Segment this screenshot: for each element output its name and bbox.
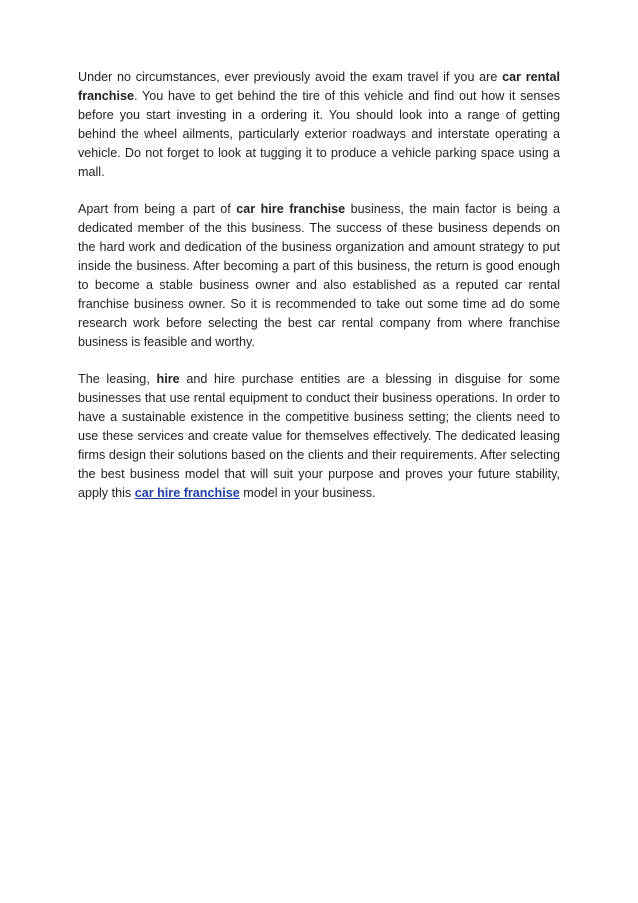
paragraph-1-text-cont: . You have to get behind the tire of this vehicle and find out how it senses before you start investing in a ordering it. You should look into a range of getting behind the wheel ailments, particularly exterior roadways and interstate operating a vehicle. Do not forget to look at tugging it to produce a vehicle parking space using a mall. — [78, 89, 560, 179]
paragraph-2-text: Apart from being a part of — [78, 202, 237, 216]
paragraph-3-text-end: model in your business. — [239, 486, 376, 500]
document-page — [78, 68, 560, 521]
paragraph-2 — [78, 200, 560, 352]
paragraph-3-text-cont: and hire purchase entities are a blessing in disguise for some businesses that use rental equipment to conduct their business operations. In order to have a sustainable existence in the competitive business setting; the clients need to use these services and create value for themselves effectively. The dedicated leasing firms design their solutions based on the clients and their requirements. After selecting the best business model that will suit your purpose and proves your future stability, apply this — [78, 372, 560, 500]
car-hire-franchise-link[interactable]: car hire franchise — [134, 486, 240, 500]
paragraph-1 — [78, 68, 560, 182]
paragraph-3-text: The leasing, — [78, 372, 157, 386]
keyword-hire: hire — [156, 372, 180, 386]
paragraph-3 — [78, 370, 560, 503]
keyword-car-hire-franchise: car hire franchise — [236, 202, 346, 216]
paragraph-1-text: Under no circumstances, ever previously avoid the exam travel if you are — [78, 70, 503, 84]
keyword-car-rental-franchise: car rental franchise — [78, 70, 560, 103]
paragraph-2-text-cont: business, the main factor is being a dedicated member of the this business. The success of these business depends on the hard work and dedication of the business organization and amount strategy to put inside the business. After becoming a part of this business, the return is good enough to become a stable business owner and also established as a reputed car rental franchise business owner. So it is recommended to take out some time ad do some research work before selecting the best car rental company from where franchise business is feasible and worthy. — [78, 202, 560, 349]
